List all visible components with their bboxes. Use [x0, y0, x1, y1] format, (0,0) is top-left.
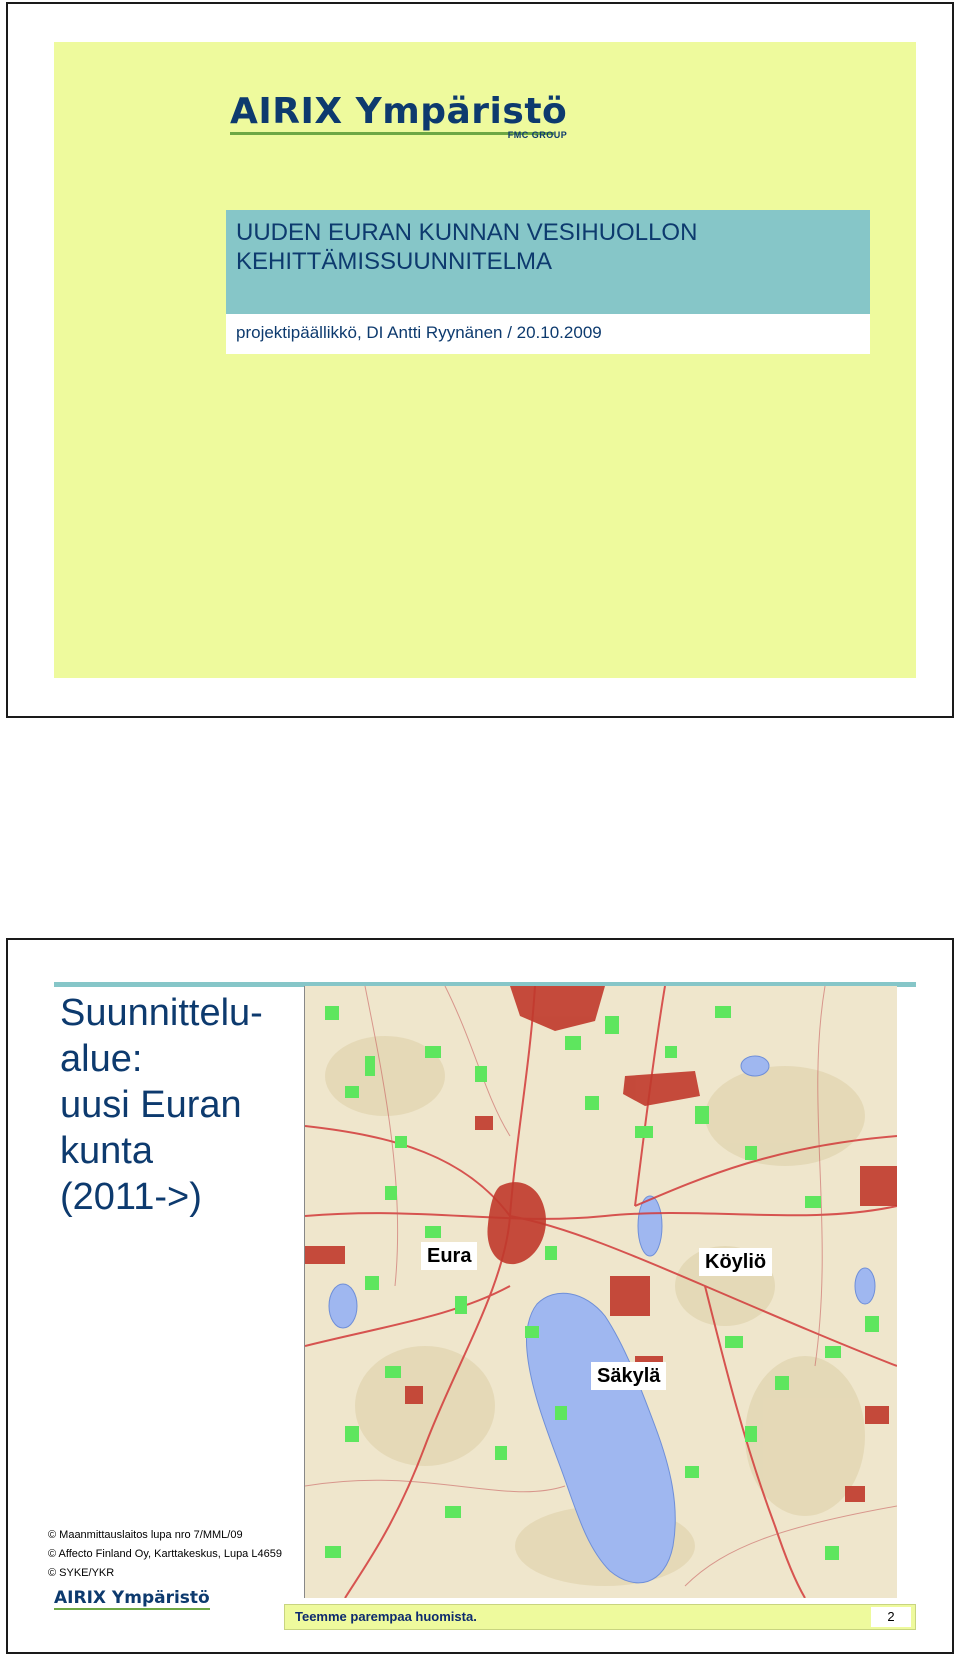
footer-bar [284, 1604, 916, 1630]
credit-line: © Affecto Finland Oy, Karttakeskus, Lupa L4659 [48, 1548, 282, 1560]
map-label-sakyla: Säkylä [591, 1362, 666, 1390]
footer-slogan: Teemme parempaa huomista. [295, 1609, 477, 1624]
area-map [304, 986, 897, 1598]
map-graphic [305, 986, 897, 1598]
logo-text: AIRIX Ympäristö [230, 91, 568, 132]
heading-line: Suunnittelu- [60, 992, 263, 1034]
map-label-koylio: Köyliö [699, 1248, 772, 1276]
airix-logo [230, 92, 567, 142]
slide-heading [60, 990, 290, 1220]
heading-line: alue: [60, 1038, 143, 1080]
page-number: 2 [871, 1607, 911, 1627]
footer-logo [54, 1588, 210, 1614]
slide-title [6, 2, 954, 718]
heading-line: uusi Euran [60, 1084, 242, 1126]
footer-logo-underline [54, 1608, 210, 1610]
logo-underline [230, 132, 554, 135]
map-label-eura: Eura [421, 1242, 477, 1270]
presentation-subtitle: projektipäällikkö, DI Antti Ryynänen / 20.10.2009 [236, 323, 602, 342]
slide-planning-area [6, 938, 954, 1654]
map-credits [48, 1526, 282, 1583]
heading-line: (2011->) [60, 1176, 202, 1218]
subtitle-box [226, 314, 870, 354]
credit-line: © Maanmittauslaitos lupa nro 7/MML/09 [48, 1529, 243, 1541]
footer-logo-text: AIRIX Ympäristö [54, 1588, 210, 1608]
logo-subtext: FMC GROUP [507, 130, 568, 140]
credit-line: © SYKE/YKR [48, 1567, 115, 1579]
title-box [226, 210, 870, 314]
presentation-title: UUDEN EURAN KUNNAN VESIHUOLLON KEHITTÄMISSUUNNITELMA [236, 219, 698, 275]
heading-line: kunta [60, 1130, 153, 1172]
